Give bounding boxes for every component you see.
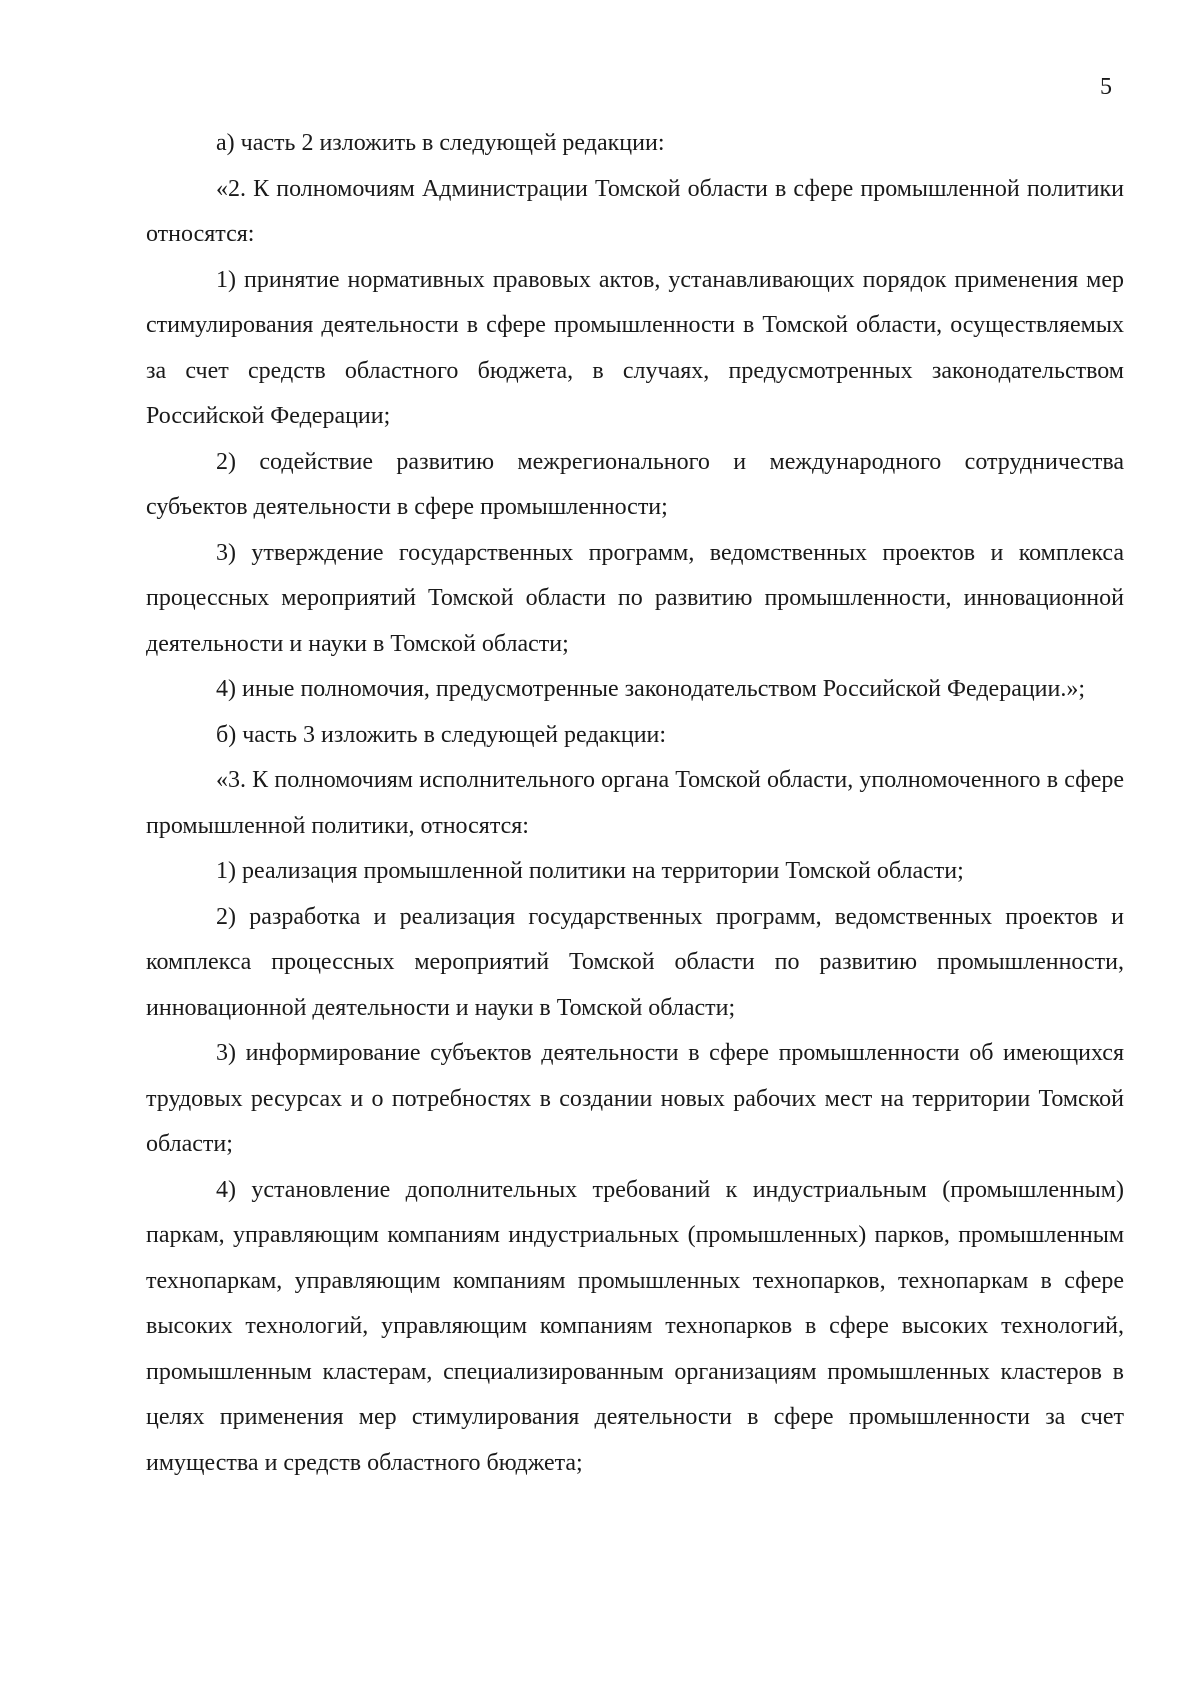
paragraph-part-3-item-1: 1) реализация промышленной политики на территории Томской области; xyxy=(216,858,964,884)
paragraph-part-2-item-4: 4) иные полномочия, предусмотренные законодательством Российской Федерации.»; xyxy=(216,676,1086,702)
paragraph-part-3-item-3: 3) информирование субъектов деятельности в сфере промышленности об имеющихся трудовых ресурсах и о потребностях в создании новых рабочих мест на территории Томской области; xyxy=(146,1040,1124,1157)
paragraph-part-3-item-2: 2) разработка и реализация государственных программ, ведомственных проектов и комплекса процессных мероприятий Томской области по развитию промышленности, инновационной деятельности и науки в Томской области; xyxy=(146,903,1124,1021)
paragraph-part-3-heading: «3. К полномочиям исполнительного органа Томской области, уполномоченного в сфере промышленной политики, относятся: xyxy=(146,767,1124,839)
page-number: 5 xyxy=(1100,74,1112,100)
paragraph-part-3-item-4: 4) установление дополнительных требований к индустриальным (промышленным) паркам, управляющим компаниям индустриальных (промышленных) парков, промышленным технопаркам, управляющим компаниям промышленных технопарков, технопаркам в сфере высоких технологий, управляющим компаниям технопарков в сфере высоких технологий, промышленным кластерам, специализированным организациям промышленных кластеров в целях применения мер стимулирования деятельности в сфере промышленности за счет имущества и средств областного бюджета; xyxy=(146,1176,1124,1476)
paragraph-part-2-item-2: 2) содействие развитию межрегионального и международного сотрудничества субъектов деятельности в сфере промышленности; xyxy=(146,448,1124,520)
paragraph-part-2-item-1: 1) принятие нормативных правовых актов, устанавливающих порядок применения мер стимулирования деятельности в сфере промышленности в Томской области, осуществляемых за счет средств областного бюджета, в случаях, предусмотренных законодательством Российской Федерации; xyxy=(146,266,1124,429)
paragraph-part-2-item-3: 3) утверждение государственных программ, ведомственных проектов и комплекса процессных мероприятий Томской области по развитию промышленности, инновационной деятельности и науки в Томской области; xyxy=(146,539,1124,657)
paragraph-part-3-intro: б) часть 3 изложить в следующей редакции: xyxy=(216,721,667,748)
document-body xyxy=(146,121,1124,1486)
paragraph-part-2-heading: «2. К полномочиям Администрации Томской области в сфере промышленной политики относятся: xyxy=(146,175,1124,247)
paragraph-part-2-intro: а) часть 2 изложить в следующей редакции: xyxy=(216,130,665,156)
